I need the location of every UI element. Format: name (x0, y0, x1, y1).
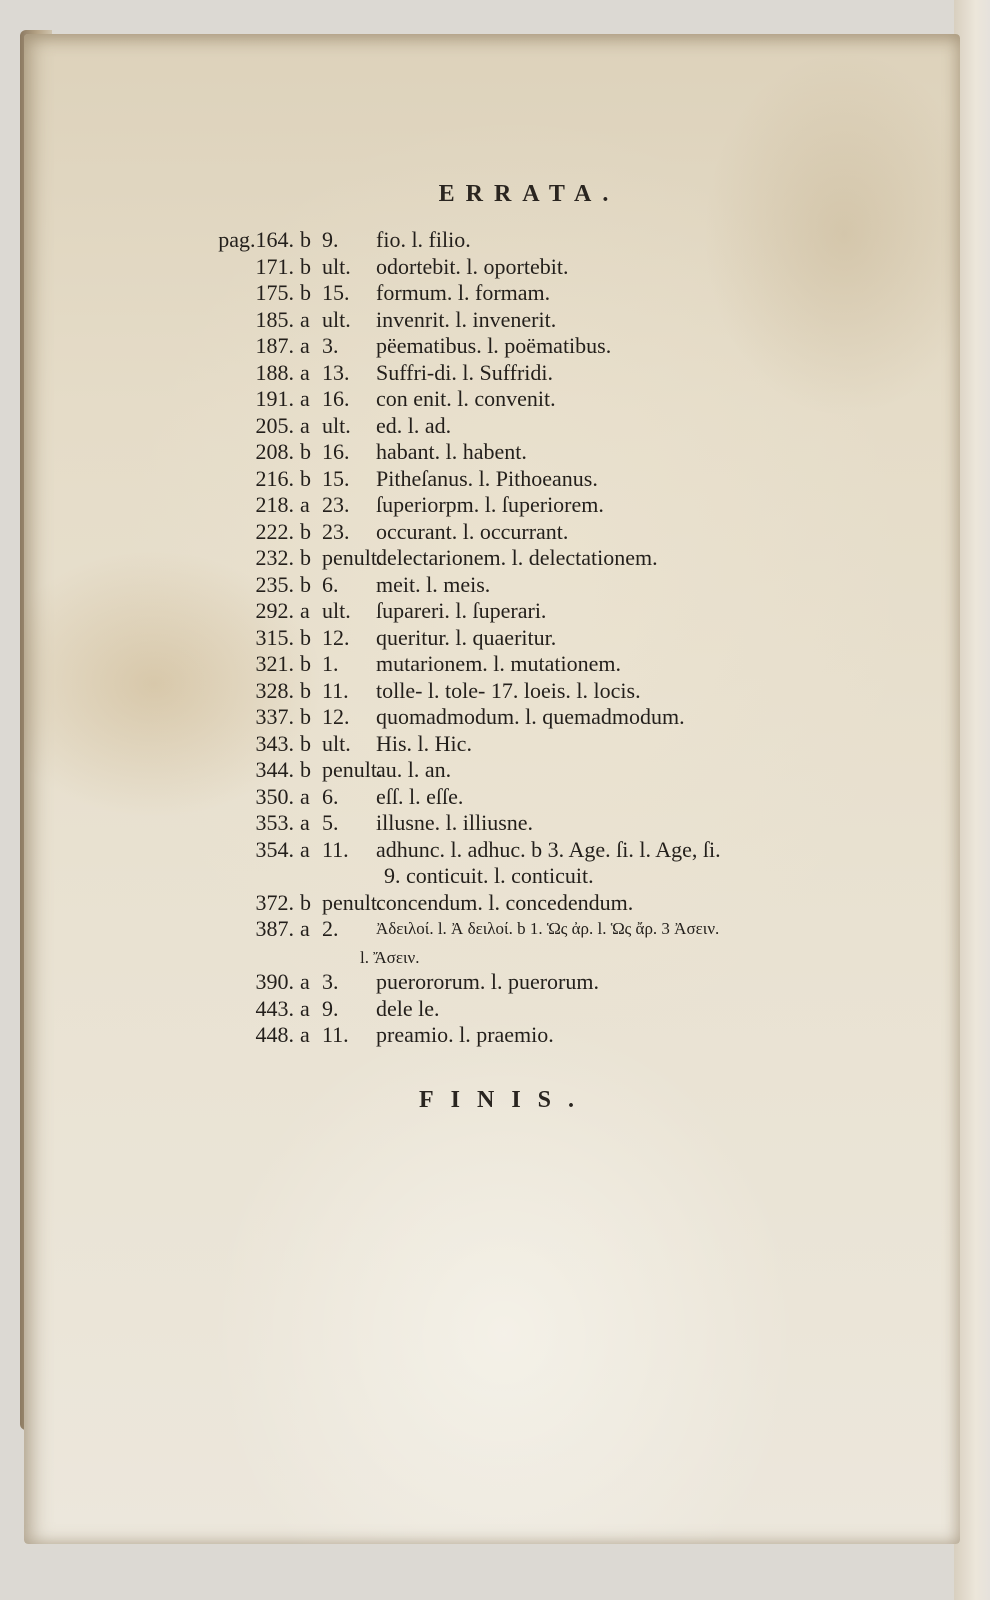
entry-correction: adhunc. l. adhuc. b 3. Age. ſi. l. Age, ſi. (376, 836, 721, 862)
entry-column: a (300, 783, 310, 809)
entry-correction: queritur. l. quaeritur. (376, 624, 557, 650)
entry-column: b (300, 439, 311, 464)
entry-page: 232. (255, 545, 294, 570)
entry-column: b (300, 757, 311, 782)
entry-line: 12. (322, 624, 350, 650)
entry-page: 188. (255, 359, 294, 385)
entry-line: 3. (322, 333, 339, 358)
entry-correction: ſupareri. l. ſuperari. (376, 598, 547, 623)
entry-correction: His. l. Hic. (376, 730, 472, 756)
entry-column: b (300, 730, 311, 756)
entry-column: a (300, 412, 310, 438)
entry-column: a (300, 333, 310, 358)
errata-entry (194, 307, 894, 334)
errata-entry (194, 598, 894, 625)
entry-correction: dele le. (376, 995, 440, 1021)
errata-entry (194, 413, 894, 440)
entry-line: 12. (322, 704, 350, 729)
entry-page: 292. (255, 598, 294, 623)
entry-correction: ſuperiorpm. l. ſuperiorem. (376, 492, 604, 517)
errata-entry (194, 545, 894, 572)
entry-line: 6. (322, 783, 339, 809)
entry-correction: meit. l. meis. (376, 571, 491, 597)
entry-line: ult. (322, 253, 351, 279)
entry-correction: delectarionem. l. delectationem. (376, 545, 658, 570)
entry-column: b (300, 227, 311, 252)
entry-column: b (300, 465, 311, 491)
entry-column: a (300, 969, 310, 994)
entry-line: 23. (322, 518, 350, 544)
errata-entry (194, 466, 894, 493)
entry-column: a (300, 492, 310, 517)
entry-page: 321. (255, 651, 294, 676)
entry-correction: ed. l. ad. (376, 412, 452, 438)
entry-page: 372. (255, 889, 294, 915)
entry-column: b (300, 518, 311, 544)
entry-correction: con enit. l. convenit. (376, 386, 556, 411)
entry-page: 187. (255, 333, 294, 358)
entry-correction: occurant. l. occurrant. (376, 518, 569, 544)
entry-correction: mutarionem. l. mutationem. (376, 651, 622, 676)
entry-page: 443. (255, 995, 294, 1021)
errata-list (194, 227, 894, 1049)
entry-correction-continued: 9. conticuit. l. conticuit. (384, 863, 594, 888)
entry-line: 9. (322, 227, 339, 252)
errata-entry (194, 254, 894, 281)
entry-correction: quomadmodum. l. quemadmodum. (376, 704, 685, 729)
entry-correction: fio. l. filio. (376, 227, 471, 252)
entry-correction: eſſ. l. eſſe. (376, 783, 464, 809)
entry-correction: habant. l. habent. (376, 439, 527, 464)
entry-correction: au. l. an. (376, 757, 452, 782)
entry-column: b (300, 545, 311, 570)
entry-column: b (300, 677, 311, 703)
entry-column: b (300, 651, 311, 676)
errata-entry (194, 651, 894, 678)
errata-entry (194, 704, 894, 731)
entry-page: 353. (255, 810, 294, 835)
entry-line: 11. (322, 1022, 349, 1047)
entry-column: b (300, 280, 311, 305)
errata-entry (194, 969, 894, 996)
errata-entry (194, 439, 894, 466)
entry-page: pag.164. (218, 227, 294, 252)
entry-page: 390. (255, 969, 294, 994)
entry-line: ult. (322, 412, 351, 438)
errata-entry (194, 757, 894, 784)
errata-entry (194, 784, 894, 811)
entry-line: 5. (322, 810, 339, 835)
entry-line: 1. (322, 651, 339, 676)
errata-entry (194, 227, 894, 254)
errata-entry (194, 386, 894, 413)
errata-entry (194, 890, 894, 917)
entry-column: a (300, 995, 310, 1021)
entry-line: 23. (322, 492, 350, 517)
entry-page: 344. (255, 757, 294, 782)
entry-page: 185. (255, 306, 294, 332)
entry-line: ult. (322, 598, 351, 623)
entry-correction: tolle- l. tole- 17. loeis. l. locis. (376, 677, 641, 703)
entry-page: 328. (255, 677, 294, 703)
entry-page: 205. (255, 412, 294, 438)
entry-column: b (300, 253, 311, 279)
entry-page: 343. (255, 730, 294, 756)
entry-page: 222. (255, 518, 294, 544)
entry-page: 191. (255, 386, 294, 411)
entry-line: 15. (322, 280, 350, 305)
entry-line: penult. (322, 757, 383, 782)
errata-entry (194, 492, 894, 519)
entry-correction: concendum. l. concedendum. (376, 889, 634, 915)
errata-entry (194, 678, 894, 705)
entry-column: a (300, 916, 310, 941)
entry-correction: illusne. l. illiusne. (376, 810, 534, 835)
entry-correction: formum. l. formam. (376, 280, 551, 305)
entry-column: b (300, 571, 311, 597)
entry-page: 337. (255, 704, 294, 729)
entry-line: 11. (322, 677, 349, 703)
errata-entry (194, 280, 894, 307)
page-title: ERRATA. (438, 181, 620, 207)
entry-correction: pëematibus. l. poëmatibus. (376, 333, 612, 358)
entry-line: 16. (322, 386, 350, 411)
errata-entry-continuation (194, 863, 894, 890)
errata-entry (194, 731, 894, 758)
errata-entry (194, 519, 894, 546)
entry-line: ult. (322, 730, 351, 756)
entry-line: 6. (322, 571, 339, 597)
errata-entry (194, 625, 894, 652)
errata-entry (194, 916, 894, 943)
entry-line: 9. (322, 995, 339, 1021)
entry-correction: preamio. l. praemio. (376, 1022, 554, 1047)
entry-correction: Ἀδειλοί. l. Ἀ δειλοί. b 1. Ὡς ἀρ. l. Ὡς ἄρ. 3 Ἀσειν. (376, 919, 720, 938)
errata-entry-continuation (194, 943, 894, 970)
entry-column: a (300, 598, 310, 623)
entry-page: 354. (255, 836, 294, 862)
errata-entry (194, 1022, 894, 1049)
entry-column: a (300, 810, 310, 835)
errata-entry (194, 572, 894, 599)
entry-page: 350. (255, 783, 294, 809)
finis-heading: FINIS. (419, 1087, 592, 1113)
entry-column: b (300, 889, 311, 915)
entry-correction: puerororum. l. puerorum. (376, 969, 599, 994)
entry-correction: invenrit. l. invenerit. (376, 306, 557, 332)
errata-entry (194, 333, 894, 360)
entry-line: 16. (322, 439, 350, 464)
entry-line: penult. (322, 545, 383, 570)
entry-page: 448. (255, 1022, 294, 1047)
entry-column: a (300, 306, 310, 332)
entry-page: 218. (255, 492, 294, 517)
entry-page: 387. (255, 916, 294, 941)
entry-column: a (300, 836, 310, 862)
entry-column: b (300, 624, 311, 650)
entry-line: penult. (322, 889, 383, 915)
entry-correction: Suffri-di. l. Suffridi. (376, 359, 554, 385)
entry-page: 175. (255, 280, 294, 305)
entry-column: a (300, 386, 310, 411)
entry-column: a (300, 1022, 310, 1047)
entry-line: 13. (322, 359, 350, 385)
errata-page (24, 34, 960, 1544)
errata-entry (194, 810, 894, 837)
entry-line: 3. (322, 969, 339, 994)
entry-correction: Pitheſanus. l. Pithoeanus. (376, 465, 598, 491)
entry-page: 208. (255, 439, 294, 464)
entry-column: b (300, 704, 311, 729)
entry-page: 171. (255, 253, 294, 279)
errata-entry (194, 837, 894, 864)
entry-column: a (300, 359, 310, 385)
entry-line: 2. (322, 916, 339, 941)
errata-entry (194, 996, 894, 1023)
entry-correction: odortebit. l. oportebit. (376, 253, 569, 279)
entry-page: 235. (255, 571, 294, 597)
errata-entry (194, 360, 894, 387)
entry-page: 216. (255, 465, 294, 491)
entry-page: 315. (255, 624, 294, 650)
entry-line: 15. (322, 465, 350, 491)
entry-line: 11. (322, 836, 349, 862)
entry-line: ult. (322, 306, 351, 332)
entry-correction-continued: l. Ἄσειν. (360, 947, 420, 967)
